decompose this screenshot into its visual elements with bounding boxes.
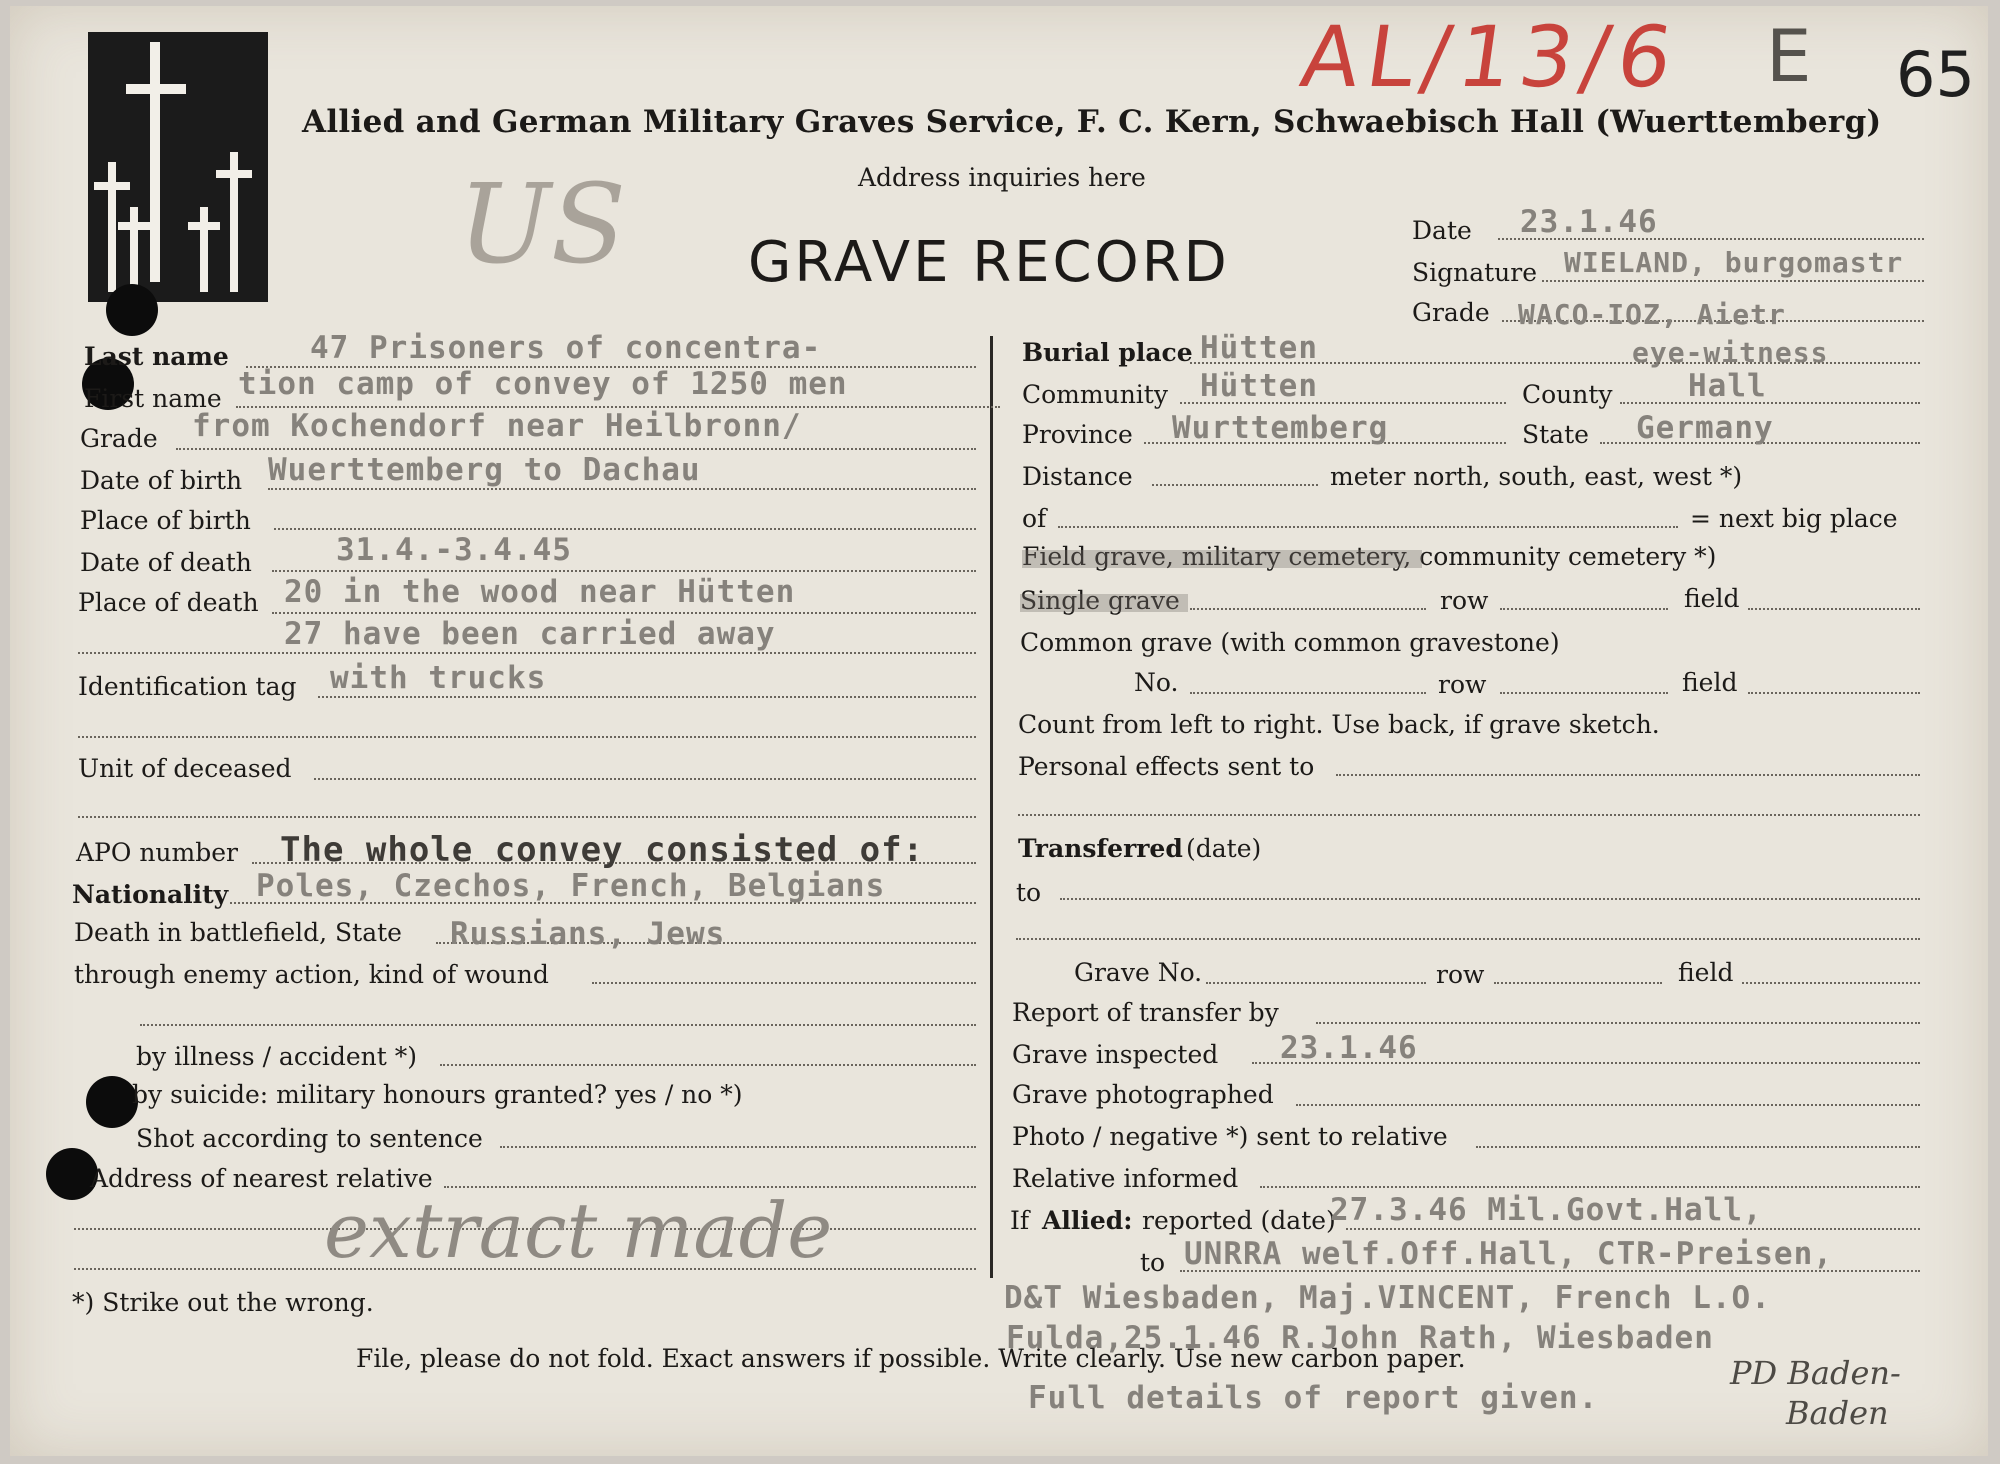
strike-note: *) Strike out the wrong.	[72, 1288, 374, 1317]
single-grave-label: Single grave	[1020, 586, 1180, 615]
pod-line	[272, 612, 976, 614]
illness-line	[440, 1064, 976, 1066]
crosses-icon	[88, 32, 268, 302]
typed-line-1: 47 Prisoners of concentra-	[310, 330, 822, 366]
unit-line	[314, 778, 976, 780]
continuation-line-1: D&T Wiesbaden, Maj.VINCENT, French L.O.	[1004, 1280, 1771, 1316]
shot-line	[500, 1146, 976, 1148]
single-row-label: row	[1440, 586, 1489, 615]
informed-label: Relative informed	[1012, 1164, 1239, 1193]
apo-value-1: The whole convey consisted of:	[280, 830, 925, 870]
continuation-line-2: Fulda,25.1.46 R.John Rath, Wiesbaden	[1006, 1320, 1714, 1356]
transfer-row-line	[1494, 982, 1662, 984]
illness-label: by illness / accident *)	[136, 1042, 417, 1071]
dob-label: Date of birth	[80, 466, 243, 495]
suicide-label: by suicide: military honours granted? yes / no *)	[132, 1080, 743, 1109]
effects-line-2	[1018, 814, 1920, 816]
if-label: If	[1010, 1206, 1030, 1235]
pob-label: Place of birth	[80, 506, 251, 535]
grade-line	[176, 448, 976, 450]
enemy-action-line	[592, 982, 976, 984]
punch-hole	[86, 1076, 138, 1128]
of-label: of	[1022, 504, 1047, 533]
grade-value-top-2: eye-witness	[1632, 336, 1829, 369]
community-value: Hütten	[1200, 368, 1318, 404]
transfer-row-label: row	[1436, 960, 1485, 989]
id-tag-line	[318, 696, 976, 698]
typed-line-4: Wuerttemberg to Dachau	[268, 452, 701, 488]
photo-sent-line	[1476, 1146, 1920, 1148]
punch-hole	[106, 284, 158, 336]
single-field-line	[1748, 608, 1920, 610]
photographed-line	[1296, 1104, 1920, 1106]
state-value: Germany	[1636, 410, 1774, 446]
informed-line	[1260, 1186, 1920, 1188]
transfer-field-line	[1742, 982, 1920, 984]
relative-label: Address of nearest relative	[90, 1164, 433, 1193]
state-label: State	[1522, 420, 1589, 449]
last-name-label: Last name	[84, 342, 229, 371]
photographed-label: Grave photographed	[1012, 1080, 1274, 1109]
reported-to-label: to	[1140, 1248, 1166, 1277]
reported-label: reported (date)	[1142, 1206, 1336, 1235]
common-row-line	[1500, 692, 1668, 694]
common-field-line	[1748, 692, 1920, 694]
red-file-stamp: AL/13/6	[1295, 8, 1687, 106]
pencil-note-1: PD Baden-	[1730, 1354, 1901, 1392]
signature-value: WIELAND, burgomastr	[1564, 246, 1904, 279]
transferred-date-label: (date)	[1186, 834, 1262, 863]
distance-suffix: meter north, south, east, west *)	[1330, 462, 1743, 491]
province-value: Wurttemberg	[1172, 410, 1389, 446]
count-note: Count from left to right. Use back, if grave sketch.	[1018, 710, 1660, 739]
apo-value-2: Poles, Czechos, French, Belgians	[256, 868, 886, 904]
inspected-value: 23.1.46	[1280, 1030, 1418, 1066]
dod-value: 31.4.-3.4.45	[336, 532, 572, 568]
grade-value-top: WACO-IOZ, Aietr	[1518, 298, 1786, 331]
next-big-place: = next big place	[1690, 504, 1898, 533]
enemy-action-line-2	[140, 1024, 976, 1026]
continuation-line-3: Full details of report given.	[1028, 1380, 1599, 1416]
first-name-label: First name	[84, 384, 222, 413]
date-label: Date	[1412, 216, 1472, 245]
field-grave-strike	[1022, 550, 1422, 568]
apo-label: APO number	[76, 838, 238, 867]
single-grave-line	[1190, 608, 1426, 610]
province-label: Province	[1022, 420, 1133, 449]
pod-value-1: 20 in the wood near Hütten	[284, 574, 796, 610]
dod-line	[272, 570, 976, 572]
report-transfer-line	[1316, 1022, 1920, 1024]
pod-value-2: 27 have been carried away	[284, 616, 776, 652]
common-no-label: No.	[1134, 668, 1179, 697]
typed-line-2: tion camp of convey of 1250 men	[238, 366, 848, 402]
reported-to-value: UNRRA welf.Off.Hall, CTR-Preisen,	[1184, 1236, 1833, 1272]
date-value: 23.1.46	[1520, 204, 1658, 240]
transfer-line-2	[1016, 938, 1920, 940]
single-field-label: field	[1684, 584, 1740, 613]
apo-value-3: Russians, Jews	[450, 916, 726, 952]
pencil-note-2: Baden	[1786, 1394, 1889, 1432]
unit-label: Unit of deceased	[78, 754, 292, 783]
pencil-letter: E	[1766, 14, 1812, 98]
pod-label: Place of death	[78, 588, 259, 617]
pob-line	[274, 528, 976, 530]
battlefield-label: Death in battlefield, State	[74, 918, 402, 947]
signature-line	[1542, 280, 1924, 282]
effects-label: Personal effects sent to	[1018, 752, 1315, 781]
of-line	[1058, 526, 1678, 528]
field-grave-options: Field grave, military cemetery, community cemetery *)	[1022, 542, 1717, 571]
nationality-label: Nationality	[72, 880, 229, 909]
allied-label: Allied:	[1042, 1206, 1133, 1235]
common-field-label: field	[1682, 668, 1738, 697]
common-grave-label: Common grave (with common gravestone)	[1020, 628, 1560, 657]
pod-line-2	[78, 652, 976, 654]
unit-line-2	[78, 816, 976, 818]
burial-place-label: Burial place	[1022, 338, 1193, 367]
us-pencil-mark: US	[458, 160, 627, 288]
inquiries-note: Address inquiries here	[858, 163, 1146, 192]
dod-label: Date of death	[80, 548, 252, 577]
transfer-to-line	[1060, 898, 1920, 900]
photo-sent-label: Photo / negative *) sent to relative	[1012, 1122, 1448, 1151]
transfer-field-label: field	[1678, 958, 1734, 987]
column-divider	[990, 336, 993, 1278]
distance-label: Distance	[1022, 462, 1133, 491]
signature-label: Signature	[1412, 258, 1538, 287]
inspected-label: Grave inspected	[1012, 1040, 1219, 1069]
page-title: GRAVE RECORD	[748, 230, 1230, 295]
county-value: Hall	[1688, 368, 1767, 404]
dob-line	[268, 488, 976, 490]
shot-label: Shot according to sentence	[136, 1124, 483, 1153]
transferred-label: Transferred	[1018, 834, 1183, 863]
effects-line	[1336, 774, 1920, 776]
enemy-action-label: through enemy action, kind of wound	[74, 960, 549, 989]
typed-line-3: from Kochendorf near Heilbronn/	[192, 408, 802, 444]
community-label: Community	[1022, 380, 1168, 409]
organization-heading: Allied and German Military Graves Service, F. C. Kern, Schwaebisch Hall (Wuerttemberg)	[302, 104, 1882, 140]
grave-no-line	[1206, 982, 1426, 984]
id-tag-label: Identification tag	[78, 672, 297, 701]
grave-no-label: Grave No.	[1074, 958, 1203, 987]
distance-line	[1152, 484, 1318, 486]
single-grave-strike	[1020, 594, 1188, 612]
crosses-logo	[88, 32, 268, 302]
report-transfer-label: Report of transfer by	[1012, 998, 1279, 1027]
card-number: 65	[1896, 38, 1975, 111]
single-row-line	[1500, 608, 1668, 610]
county-line	[1620, 402, 1920, 404]
burial-place-value: Hütten	[1200, 330, 1318, 366]
id-tag-line-2	[78, 736, 976, 738]
grade-label-top: Grade	[1412, 298, 1490, 327]
footer-note: File, please do not fold. Exact answers if possible. Write clearly. Use new carbon paper.	[356, 1344, 1466, 1373]
reported-line	[1346, 1228, 1920, 1230]
grade-label: Grade	[80, 424, 158, 453]
county-label: County	[1522, 380, 1613, 409]
extract-made-note: extract made	[324, 1186, 833, 1275]
reported-value: 27.3.46 Mil.Govt.Hall,	[1330, 1192, 1763, 1228]
common-no-line	[1190, 692, 1426, 694]
common-row-label: row	[1438, 670, 1487, 699]
pod-value-3: with trucks	[330, 660, 547, 696]
transfer-to-label: to	[1016, 878, 1042, 907]
